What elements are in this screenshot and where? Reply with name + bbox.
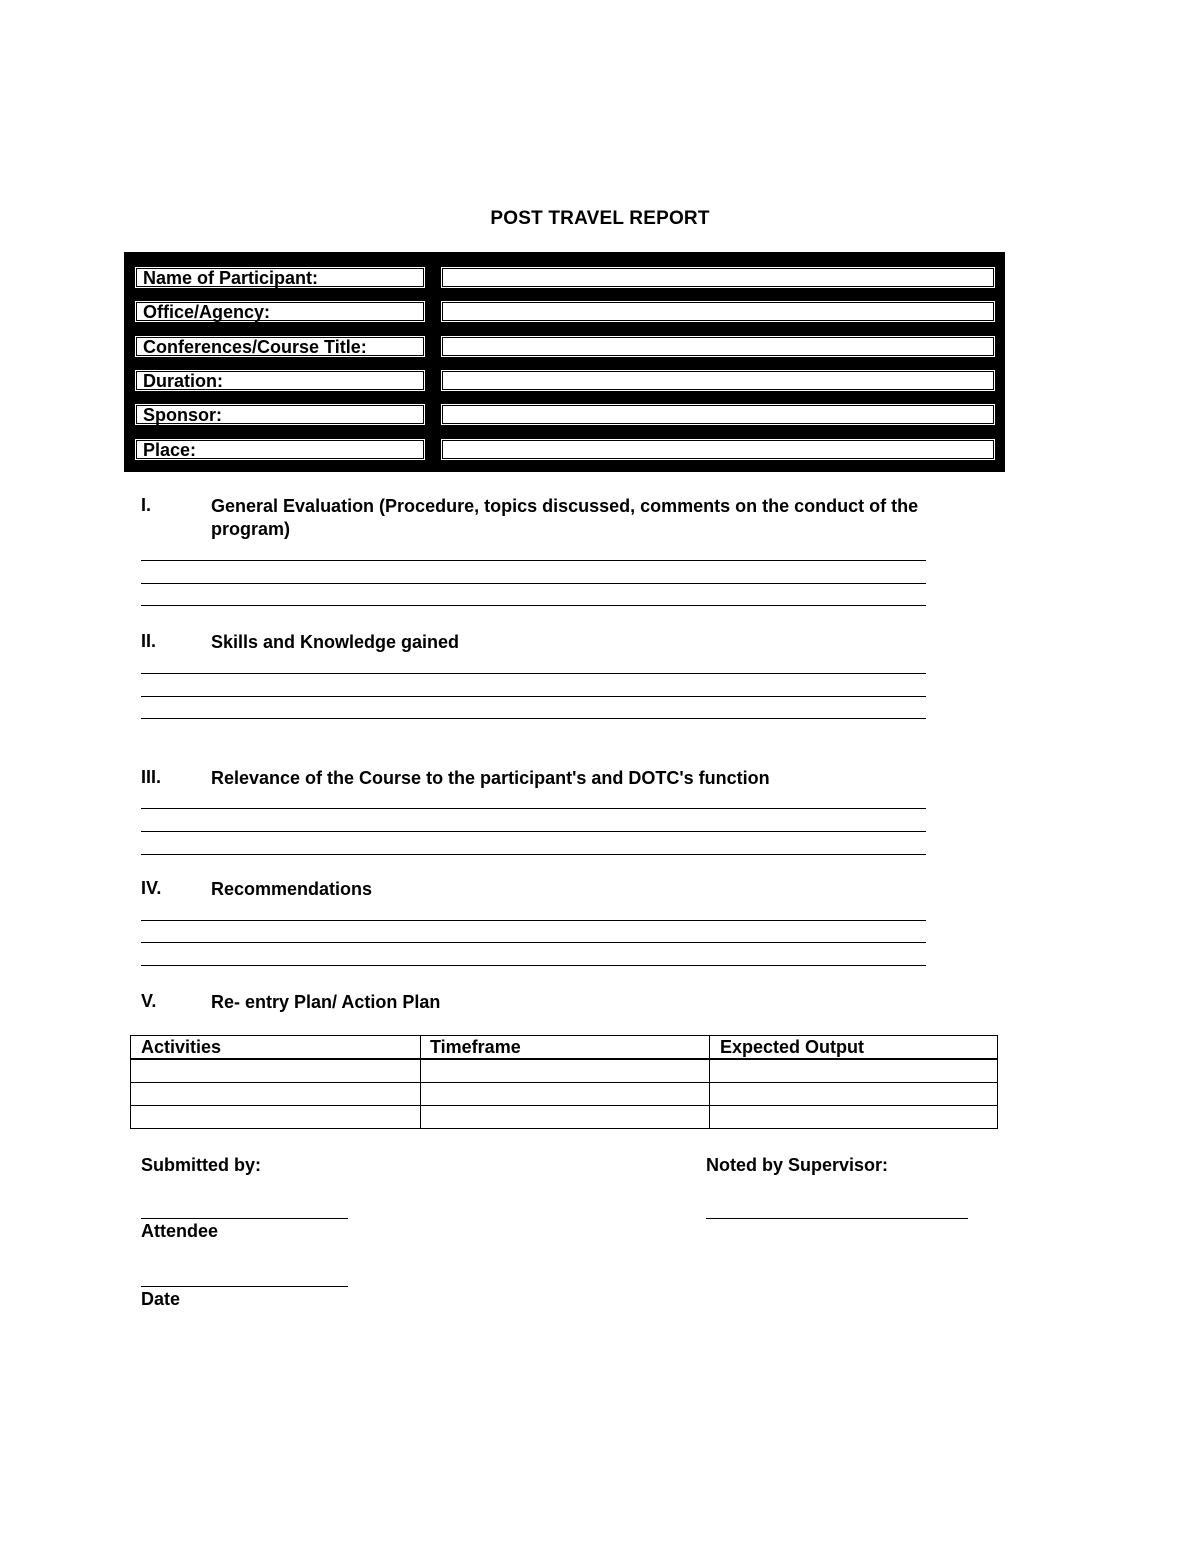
course-title-label: Conferences/Course Title: xyxy=(143,337,367,357)
sponsor-label: Sponsor: xyxy=(143,405,222,425)
writing-line[interactable] xyxy=(141,942,926,943)
column-header-expected-output: Expected Output xyxy=(720,1037,865,1057)
participant-name-label: Name of Participant: xyxy=(143,268,319,288)
section-number: V. xyxy=(141,991,157,1011)
place-label: Place: xyxy=(143,440,197,460)
sponsor-field[interactable] xyxy=(438,401,998,428)
writing-line[interactable] xyxy=(141,718,926,719)
noted-by-supervisor-label: Noted by Supervisor: xyxy=(706,1155,889,1175)
activity-cell[interactable] xyxy=(131,1061,420,1082)
expected-output-cell[interactable] xyxy=(710,1061,996,1082)
document-title: POST TRAVEL REPORT xyxy=(490,208,710,229)
writing-line[interactable] xyxy=(141,560,926,561)
info-label-cell xyxy=(132,436,428,463)
column-header-timeframe: Timeframe xyxy=(430,1037,521,1057)
expected-output-cell[interactable] xyxy=(710,1107,996,1127)
info-label-cell xyxy=(132,298,428,325)
section-title-general-evaluation: General Evaluation (Procedure, topics discussed, comments on the conduct of the program) xyxy=(211,496,919,539)
supervisor-signature-line[interactable] xyxy=(706,1218,968,1219)
attendee-signature-line[interactable] xyxy=(141,1218,348,1219)
info-label-cell xyxy=(132,367,428,394)
section-number: III. xyxy=(141,767,162,787)
course-title-field[interactable] xyxy=(438,333,998,360)
expected-output-cell[interactable] xyxy=(710,1084,996,1105)
activity-cell[interactable] xyxy=(131,1107,420,1127)
attendee-label: Attendee xyxy=(141,1221,219,1241)
writing-line[interactable] xyxy=(141,920,926,921)
duration-field[interactable] xyxy=(438,367,998,394)
writing-line[interactable] xyxy=(141,854,926,855)
office-agency-label: Office/Agency: xyxy=(143,302,271,322)
section-number: I. xyxy=(141,495,152,515)
info-label-cell xyxy=(132,401,428,428)
participant-info-table xyxy=(124,252,1005,472)
writing-line[interactable] xyxy=(141,605,926,606)
section-title-action-plan: Re- entry Plan/ Action Plan xyxy=(211,992,441,1012)
office-agency-field[interactable] xyxy=(438,298,998,325)
writing-line[interactable] xyxy=(141,673,926,674)
table-row-divider xyxy=(131,1105,997,1106)
writing-line[interactable] xyxy=(141,808,926,809)
place-field[interactable] xyxy=(438,436,998,463)
activity-cell[interactable] xyxy=(131,1084,420,1105)
table-header-divider xyxy=(131,1058,997,1060)
participant-name-field[interactable] xyxy=(438,264,998,291)
table-row-divider xyxy=(131,1082,997,1083)
section-number: IV. xyxy=(141,878,162,898)
date-label: Date xyxy=(141,1289,181,1309)
section-title-recommendations: Recommendations xyxy=(211,879,373,899)
writing-line[interactable] xyxy=(141,696,926,697)
writing-line[interactable] xyxy=(141,583,926,584)
section-title-relevance: Relevance of the Course to the participant's and DOTC's function xyxy=(211,768,770,788)
section-number: II. xyxy=(141,631,157,651)
info-label-cell xyxy=(132,264,428,291)
writing-line[interactable] xyxy=(141,965,926,966)
writing-line[interactable] xyxy=(141,831,926,832)
info-label-cell xyxy=(132,333,428,360)
timeframe-cell[interactable] xyxy=(421,1061,709,1082)
column-header-activities: Activities xyxy=(141,1037,222,1057)
action-plan-table xyxy=(130,1035,998,1129)
timeframe-cell[interactable] xyxy=(421,1084,709,1105)
date-signature-line[interactable] xyxy=(141,1286,348,1287)
duration-label: Duration: xyxy=(143,371,223,391)
timeframe-cell[interactable] xyxy=(421,1107,709,1127)
submitted-by-label: Submitted by: xyxy=(141,1155,261,1175)
section-title-skills: Skills and Knowledge gained xyxy=(211,632,460,652)
